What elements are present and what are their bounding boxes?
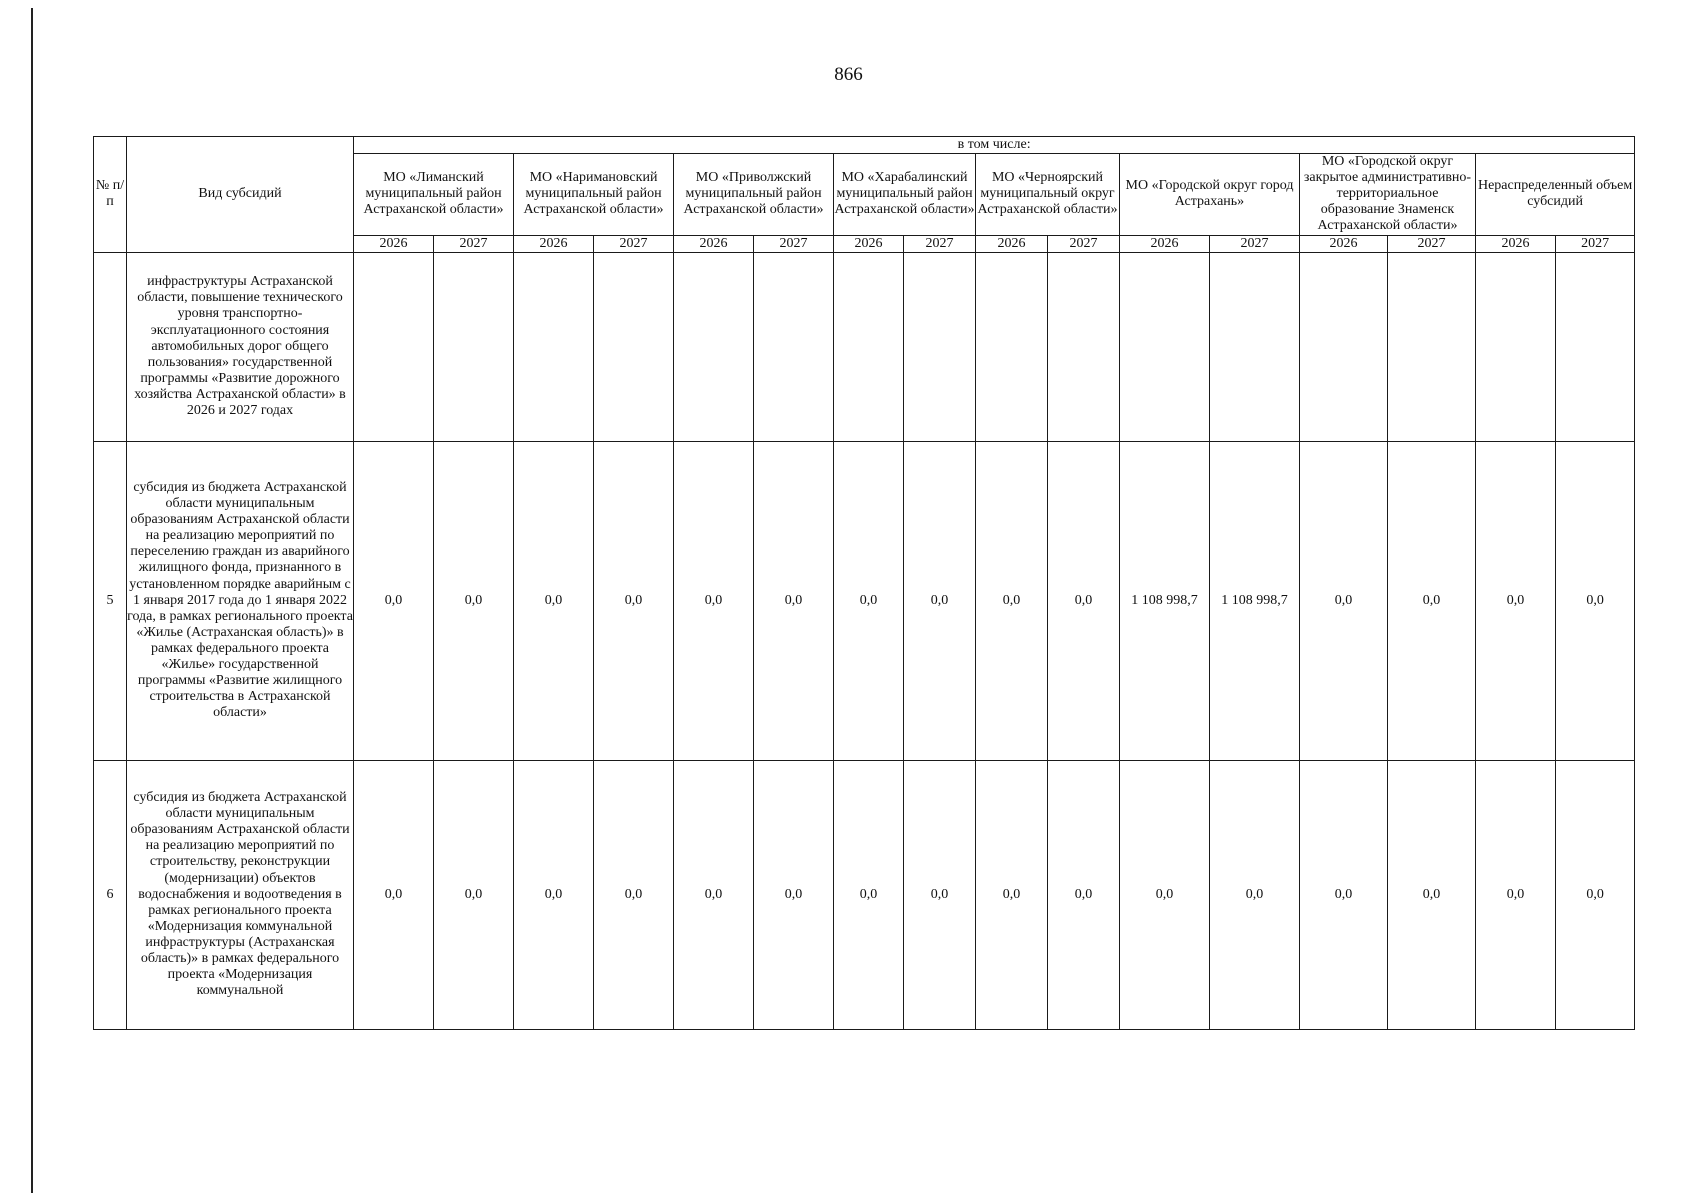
group-header-chernoyarsky: МО «Черноярский муниципальный округ Астраханской области» — [976, 154, 1120, 235]
value-cell: 0,0 — [594, 760, 674, 1029]
year-header: 2026 — [834, 235, 904, 252]
value-cell: 0,0 — [976, 441, 1048, 760]
value-cell: 0,0 — [354, 441, 434, 760]
year-header: 2026 — [674, 235, 754, 252]
value-cell: 0,0 — [976, 760, 1048, 1029]
subsidy-table — [93, 136, 1635, 1030]
value-cell — [1048, 252, 1120, 441]
value-cell — [434, 252, 514, 441]
value-cell: 0,0 — [1210, 760, 1300, 1029]
value-cell: 0,0 — [754, 441, 834, 760]
year-header: 2026 — [354, 235, 434, 252]
year-header: 2026 — [976, 235, 1048, 252]
group-header-privolzhsky: МО «Приволжский муниципальный район Астраханской области» — [674, 154, 834, 235]
year-header: 2026 — [514, 235, 594, 252]
value-cell — [834, 252, 904, 441]
value-cell: 0,0 — [594, 441, 674, 760]
subsidy-description: субсидия из бюджета Астраханской области муниципальным образованиям Астраханской области на реализацию мероприятий по строительству, реконструкции (модернизации) объектов водоснабжения и водоотведения в рамках регионального проекта «Модернизация коммунальной инфраструктуры (Астраханская область)» в рамках федерального проекта «Модернизация коммунальной — [127, 760, 354, 1029]
group-header-kharabalinsky: МО «Харабалинский муниципальный район Астраханской области» — [834, 154, 976, 235]
col-type-header: Вид субсидий — [127, 137, 354, 253]
value-cell: 0,0 — [674, 441, 754, 760]
value-cell: 0,0 — [1300, 441, 1388, 760]
value-cell: 0,0 — [834, 441, 904, 760]
table-row — [94, 760, 1635, 1029]
value-cell: 1 108 998,7 — [1210, 441, 1300, 760]
value-cell — [754, 252, 834, 441]
year-header: 2026 — [1476, 235, 1556, 252]
value-cell — [594, 252, 674, 441]
year-header: 2027 — [434, 235, 514, 252]
group-header-znamensk: МО «Городской округ закрытое административно-территориальное образование Знаменск Астраханской области» — [1300, 154, 1476, 235]
including-header: в том числе: — [354, 137, 1635, 154]
year-header: 2027 — [1048, 235, 1120, 252]
value-cell: 0,0 — [514, 760, 594, 1029]
value-cell — [1300, 252, 1388, 441]
year-header: 2027 — [754, 235, 834, 252]
table-row — [94, 252, 1635, 441]
value-cell: 0,0 — [1388, 760, 1476, 1029]
value-cell: 0,0 — [1048, 441, 1120, 760]
value-cell: 0,0 — [904, 441, 976, 760]
value-cell: 0,0 — [1476, 760, 1556, 1029]
year-header: 2027 — [1556, 235, 1635, 252]
value-cell — [1388, 252, 1476, 441]
value-cell: 0,0 — [1388, 441, 1476, 760]
subsidy-description: субсидия из бюджета Астраханской области муниципальным образованиям Астраханской области на реализацию мероприятий по переселению граждан из аварийного жилищного фонда, признанного в установленном порядке аварийным с 1 января 2017 года до 1 января 2022 года, в рамках регионального проекта «Жилье (Астраханская область)» в рамках федерального проекта «Жилье» государственной программы «Развитие жилищного строительства в Астраханской области» — [127, 441, 354, 760]
year-header: 2027 — [1210, 235, 1300, 252]
value-cell — [1210, 252, 1300, 441]
subsidy-description: инфраструктуры Астраханской области, повышение технического уровня транспортно-эксплуатационного состояния автомобильных дорог общего пользования» государственной программы «Развитие дорожного хозяйства Астраханской области» в 2026 и 2027 годах — [127, 252, 354, 441]
value-cell: 0,0 — [904, 760, 976, 1029]
value-cell: 0,0 — [434, 441, 514, 760]
group-header-astrakhan: МО «Городской округ город Астрахань» — [1120, 154, 1300, 235]
value-cell: 0,0 — [834, 760, 904, 1029]
year-header: 2027 — [1388, 235, 1476, 252]
value-cell — [674, 252, 754, 441]
value-cell — [514, 252, 594, 441]
value-cell: 0,0 — [514, 441, 594, 760]
row-number — [94, 252, 127, 441]
value-cell: 0,0 — [674, 760, 754, 1029]
value-cell: 0,0 — [1476, 441, 1556, 760]
table-row — [94, 441, 1635, 760]
year-header: 2027 — [904, 235, 976, 252]
value-cell: 0,0 — [1120, 760, 1210, 1029]
page-number: 866 — [834, 64, 863, 85]
value-cell: 0,0 — [1556, 441, 1635, 760]
value-cell: 0,0 — [1048, 760, 1120, 1029]
value-cell — [354, 252, 434, 441]
value-cell — [1556, 252, 1635, 441]
year-header: 2026 — [1120, 235, 1210, 252]
col-number-header: № п/п — [94, 137, 127, 253]
binding-margin-line — [31, 8, 33, 1193]
value-cell — [904, 252, 976, 441]
value-cell: 1 108 998,7 — [1120, 441, 1210, 760]
value-cell — [976, 252, 1048, 441]
group-header-unallocated: Нераспределенный объем субсидий — [1476, 154, 1635, 235]
row-number: 6 — [94, 760, 127, 1029]
group-header-limansky: МО «Лиманский муниципальный район Астраханской области» — [354, 154, 514, 235]
year-header: 2026 — [1300, 235, 1388, 252]
year-header: 2027 — [594, 235, 674, 252]
value-cell: 0,0 — [434, 760, 514, 1029]
value-cell: 0,0 — [1300, 760, 1388, 1029]
value-cell: 0,0 — [354, 760, 434, 1029]
group-header-narimanovsky: МО «Наримановский муниципальный район Астраханской области» — [514, 154, 674, 235]
value-cell — [1120, 252, 1210, 441]
value-cell — [1476, 252, 1556, 441]
value-cell: 0,0 — [1556, 760, 1635, 1029]
value-cell: 0,0 — [754, 760, 834, 1029]
row-number: 5 — [94, 441, 127, 760]
